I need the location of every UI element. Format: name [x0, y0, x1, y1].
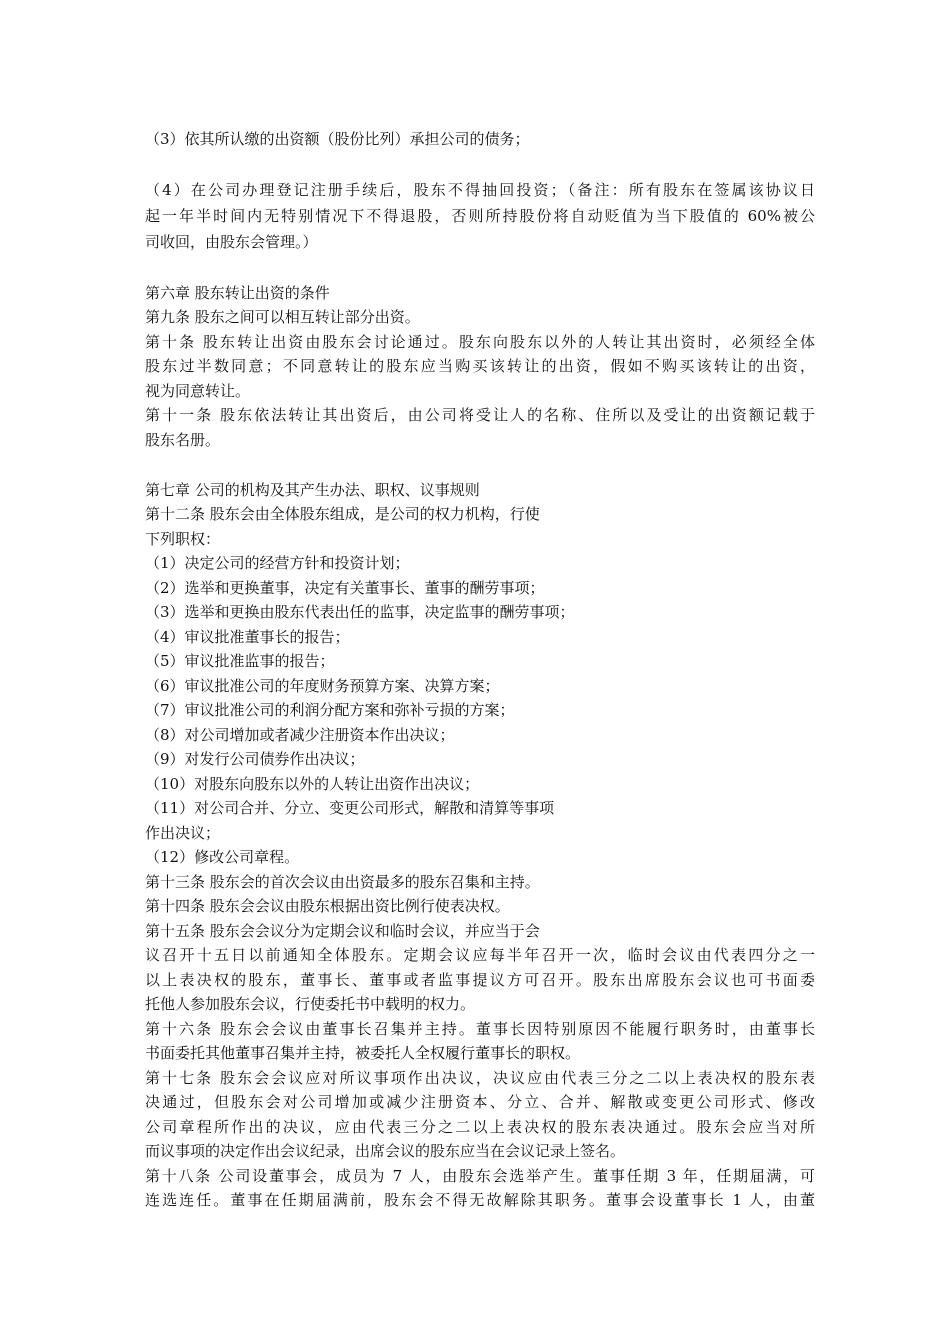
list-item: （6）审议批准公司的年度财务预算方案、决算方案；	[145, 677, 500, 695]
list-item: （8）对公司增加或者减少注册资本作出决议；	[145, 726, 455, 744]
list-item: （5）审议批准监事的报告；	[145, 652, 335, 670]
text-line: 第十条 股东转让出资由股东会讨论通过。股东向股东以外的人转让其出资时，必须经全体	[145, 333, 815, 351]
text-line: 起一年半时间内无特别情况下不得退股，否则所持股份将自动贬值为当下股值的 60%被公	[145, 207, 815, 225]
text-line: 第九条 股东之间可以相互转让部分出资。	[145, 308, 420, 326]
list-item: （7）审议批准公司的利润分配方案和弥补亏损的方案；	[145, 701, 515, 719]
text-line: 股东过半数同意；不同意转让的股东应当购买该转让的出资，假如不购买该转让的出资，	[145, 357, 815, 375]
text-line: 托他人参加股东会议，行使委托书中载明的权力。	[145, 995, 476, 1013]
text-line: 决通过，但股东会对公司增加或减少注册资本、分立、合并、解散或变更公司形式、修改	[145, 1093, 815, 1111]
text-line: 连选连任。董事在任期届满前，股东会不得无故解除其职务。董事会设董事长 1 人，由董	[145, 1191, 815, 1209]
text-line: 公司章程所作出的决议，应由代表三分之二以上表决权的股东表决通过。股东会应当对所	[145, 1118, 815, 1136]
text-line: 而议事项的决定作出会议纪录，出席会议的股东应当在会议记录上签名。	[145, 1142, 626, 1160]
text-line: 司收回，由股东会管理。）	[145, 233, 318, 251]
list-item: （4）审议批准董事长的报告；	[145, 628, 350, 646]
list-item: （2）选举和更换董事，决定有关董事长、董事的酬劳事项；	[145, 579, 545, 597]
text-line: 第十四条 股东会会议由股东根据出资比例行使表决权。	[145, 897, 510, 915]
text-line: 下列职权：	[145, 530, 221, 548]
text-line: 第十五条 股东会会议分为定期会议和临时会议，并应当于会	[145, 922, 540, 940]
text-line: 第十一条 股东依法转让其出资后，由公司将受让人的名称、住所以及受让的出资额记载于	[145, 406, 815, 424]
list-item: （10）对股东向股东以外的人转让出资作出决议；	[145, 775, 480, 793]
text-line: 股东名册。	[145, 431, 221, 449]
text-line: 视为同意转让。	[145, 382, 251, 400]
text-line: 作出决议；	[145, 824, 221, 842]
text-line: 第十八条 公司设董事会，成员为 7 人，由股东会选举产生。董事任期 3 年，任期届满，可	[145, 1167, 815, 1185]
chapter-heading: 第六章 股东转让出资的条件	[145, 284, 330, 302]
text-line: 第十三条 股东会的首次会议由出资最多的股东召集和主持。	[145, 873, 540, 891]
text-line: 书面委托其他董事召集并主持，被委托人全权履行董事长的职权。	[145, 1044, 581, 1062]
text-line: （3）依其所认缴的出资额（股份比列）承担公司的债务；	[145, 130, 530, 148]
chapter-heading: 第七章 公司的机构及其产生办法、职权、议事规则	[145, 481, 480, 499]
text-line: （4）在公司办理登记注册手续后，股东不得抽回投资；（备注：所有股东在签属该协议日	[145, 181, 815, 199]
text-line: 第十七条 股东会会议应对所议事项作出决议，决议应由代表三分之二以上表决权的股东表	[145, 1069, 815, 1087]
list-item: （9）对发行公司债券作出决议；	[145, 750, 365, 768]
list-item: （3）选举和更换由股东代表出任的监事，决定监事的酬劳事项；	[145, 603, 575, 621]
text-line: 第十二条 股东会由全体股东组成，是公司的权力机构，行使	[145, 505, 540, 523]
list-item: （12）修改公司章程。	[145, 848, 300, 866]
text-line: 以上表决权的股东，董事长、董事或者监事提议方可召开。股东出席股东会议也可书面委	[145, 971, 815, 989]
list-item: （11）对公司合并、分立、变更公司形式，解散和清算等事项	[145, 799, 555, 817]
text-line: 议召开十五日以前通知全体股东。定期会议应每半年召开一次，临时会议由代表四分之一	[145, 946, 815, 964]
text-line: 第十六条 股东会会议由董事长召集并主持。董事长因特别原因不能履行职务时，由董事长	[145, 1020, 815, 1038]
list-item: （1）决定公司的经营方针和投资计划；	[145, 554, 410, 572]
